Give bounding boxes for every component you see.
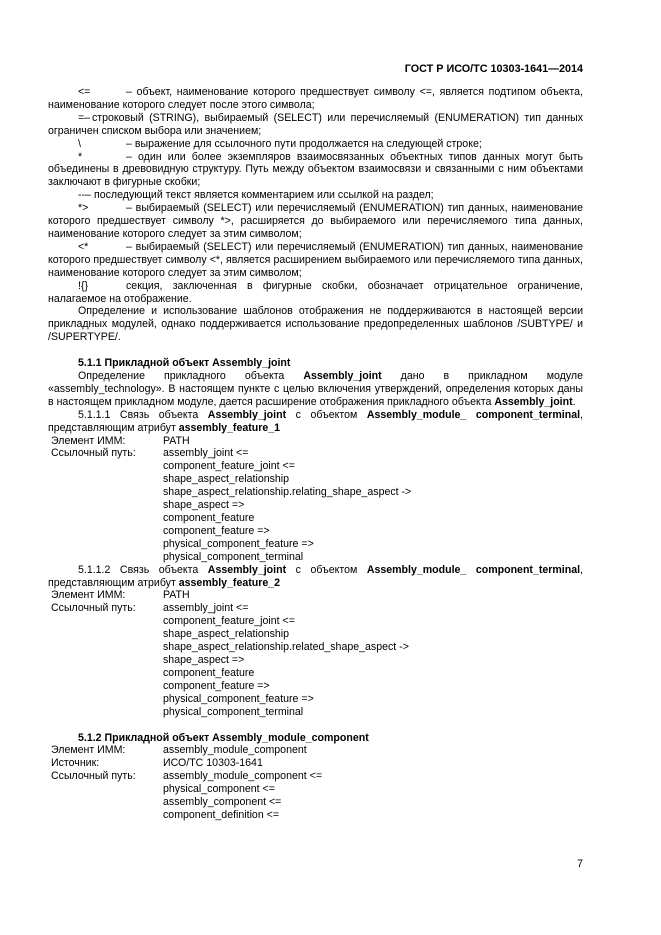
reference-path-row: Ссылочный путь: assembly_joint <= xyxy=(51,602,249,615)
symbol-def: --– последующий текст является комментарием или ссылкой на раздел; xyxy=(78,189,434,202)
symbol-def: <= – объект, наименование которого предшествует символу <=, является подтипом объекта, наименование которого следует после этого символа; xyxy=(48,86,583,111)
path-line: shape_aspect_relationship xyxy=(163,473,290,486)
path-line: component_definition <= xyxy=(163,808,280,821)
section-heading-5-1-1: 5.1.1 Прикладной объект Assembly_joint xyxy=(78,357,291,370)
path-line: shape_aspect_relationship.related_shape_aspect -> xyxy=(163,641,409,654)
mim-element-row: Элемент ИММ: PATH xyxy=(51,589,190,602)
reference-path-row: Ссылочный путь: assembly_module_component <= xyxy=(51,770,323,783)
path-line: shape_aspect => xyxy=(163,499,245,512)
path-line: shape_aspect => xyxy=(163,653,245,666)
path-line: component_feature xyxy=(163,666,255,679)
symbol-def: =– строковый (STRING), выбираемый (SELECT) или перечисляемый (ENUMERATION) тип данных ограничен списком выбора или значением; xyxy=(48,111,583,137)
path-line: physical_component_terminal xyxy=(163,550,304,563)
document-body xyxy=(48,86,583,822)
standard-header: ГОСТ Р ИСО/ТС 10303-1641—2014 xyxy=(404,63,583,75)
source-row: Источник: ИСО/ТС 10303-1641 xyxy=(51,757,263,770)
symbol-def: \ – выражение для ссылочного пути продолжается на следующей строке; xyxy=(78,137,482,150)
subsection-heading-5-1-1-2: 5.1.1.2 Связь объекта Assembly_joint с объектом Assembly_module_ component_terminal, представляющим атрибут assembly_feature_2 xyxy=(48,563,583,589)
path-line: component_feature => xyxy=(163,524,270,537)
path-line: physical_component_feature => xyxy=(163,537,314,550)
path-line: shape_aspect_relationship.relating_shape_aspect -> xyxy=(163,486,412,499)
path-line: physical_component_feature => xyxy=(163,692,314,705)
section-paragraph: Определение прикладного объекта Assembly_joint дано в прикладном модуле «assembly_technology». В настоящем пункте с целью включения утверждений, определения которых даны в настоящем прикладном модуле, дается расширение отображения прикладного объекта Assembly_joint. xyxy=(48,370,583,408)
symbol-def: !{} секция, заключенная в фигурные скобки, обозначает отрицательное ограничение, налагаемое на отображение. xyxy=(48,279,583,305)
document-page xyxy=(48,0,583,935)
page-number: 7 xyxy=(576,858,583,870)
section-heading-5-1-2: 5.1.2 Прикладной объект Assembly_module_component xyxy=(78,731,369,744)
symbol-def: * – один или более экземпляров взаимосвязанных объектных типов данных могут быть объединены в древовидную структуру. Путь между объектом взаимосвязи и связанными с ним объектами заключают в фигурные скобки; xyxy=(48,150,583,189)
intro-paragraph: Определение и использование шаблонов отображения не поддерживаются в настоящей версии прикладных модулей, однако поддерживается использование предопределенных шаблонов /SUBTYPE/ и /SUPERTYPE/. xyxy=(48,305,583,344)
reference-path-row: Ссылочный путь: assembly_joint <= xyxy=(51,447,249,460)
symbol-def: *> – выбираемый (SELECT) или перечисляемый (ENUMERATION) тип данных, наименование которого предшествует символу *>, расширяется до выбираемого или перечисляемого типа данных, наименование которого следует за этим символом; xyxy=(48,202,583,240)
path-line: physical_component_terminal xyxy=(163,705,304,718)
path-line: component_feature_joint <= xyxy=(163,615,295,628)
path-line: assembly_component <= xyxy=(163,796,282,809)
symbol-def: <* – выбираемый (SELECT) или перечисляемый (ENUMERATION) тип данных, наименование которого предшествует символу <*, является расширением выбираемого или перечисляемого типа данных, наименование которого следует за этим символом; xyxy=(48,240,583,279)
mim-element-row: Элемент ИММ: assembly_module_component xyxy=(51,744,307,757)
mim-element-row: Элемент ИММ: PATH xyxy=(51,434,190,447)
path-line: component_feature xyxy=(163,512,255,524)
path-line: component_feature => xyxy=(163,679,270,692)
path-line: component_feature_joint <= xyxy=(163,460,295,473)
path-line: physical_component <= xyxy=(163,783,275,796)
subsection-heading-5-1-1-1: 5.1.1.1 Связь объекта Assembly_joint с объектом Assembly_module_ component_terminal, представляющим атрибут assembly_feature_1 xyxy=(48,408,583,434)
path-line: shape_aspect_relationship xyxy=(163,628,290,641)
